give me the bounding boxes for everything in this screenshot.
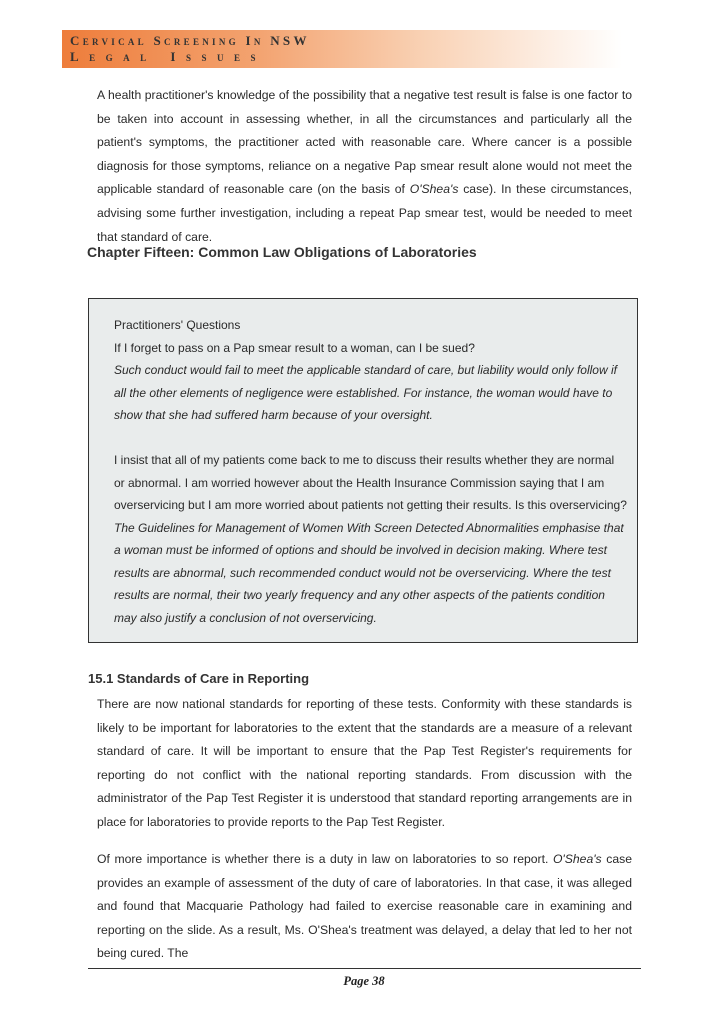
page-number: Page 38 <box>343 974 385 988</box>
question-2-line: or abnormal. I am worried however about the Health Insurance Commission saying that I am <box>114 475 605 490</box>
intro-paragraph <box>97 84 632 249</box>
answer-2-line: results are normal, their two yearly frequency and any other aspects of the patients condition <box>114 588 605 602</box>
spacer-line <box>114 427 619 450</box>
answer-2-line: The Guidelines for Management of Women With Screen Detected Abnormalities emphasise that <box>114 520 624 535</box>
section-p2-text-1: Of more importance is whether there is a duty in law on laboratories to so report. <box>97 852 553 866</box>
intro-text-1: A health practitioner's knowledge of the possibility that a negative test result is false is one factor to be taken into account in assessing whether, in all the circumstances and particularly all the patient's symptoms, the practitioner acted with reasonable care. Where cancer is a possible diagnosis for those symptoms, reliance on a negative Pap smear result alone would not meet the applicable standard of reasonable care (on the basis of <box>97 88 632 197</box>
practitioners-questions-content <box>114 314 627 629</box>
header-subtitle: Legal Issues <box>70 49 267 64</box>
question-2-line: I insist that all of my patients come back to me to discuss their results whether they are normal <box>114 453 615 467</box>
box-title: Practitioners' Questions <box>114 318 241 332</box>
intro-case-name: O'Shea's <box>409 182 459 197</box>
answer-1-line: all the other elements of negligence were established. For instance, the woman would have to <box>114 385 613 400</box>
section-p2-text-2: case provides an example of assessment of the duty of care of laboratories. In that case, it was alleged and found that Macquarie Pathology had failed to exercise reasonable care in examining and reporting on the slide. As a result, Ms. O'Shea's treatment was delayed, a delay that led to her not being cured. The <box>97 852 632 961</box>
answer-2-line: may also justify a conclusion of not overservicing. <box>114 610 377 625</box>
answer-1-line: show that she had suffered harm because of your oversight. <box>114 408 433 422</box>
header-title: Cervical Screening In NSW <box>70 33 310 48</box>
answer-1-line: Such conduct would fail to meet the applicable standard of care, but liability would only follow if <box>114 363 617 377</box>
section-p2-case-name: O'Shea's <box>552 852 602 866</box>
question-1-line: If I forget to pass on a Pap smear result to a woman, can I be sued? <box>114 340 475 355</box>
question-2-line: overservicing but I am more worried about patients not getting their results. Is this overservicing? <box>114 498 627 512</box>
footer-rule <box>88 968 641 969</box>
section-paragraph-2 <box>97 848 632 966</box>
answer-2-line: results are abnormal, such recommended conduct would not be overservicing. Where the test <box>114 565 611 580</box>
section-heading: 15.1 Standards of Care in Reporting <box>88 671 310 686</box>
answer-2-line: a woman must be informed of options and should be involved in decision making. Where test <box>114 543 607 557</box>
intro-text-2: case). In these circumstances, advising some further investigation, including a repeat Pap smear test, would be needed to meet that standard of care. <box>97 182 632 244</box>
section-paragraph-1: There are now national standards for reporting of these tests. Conformity with these standards is likely to be important for laboratories to the extent that the standards are a measure of a relevant standard of care. It will be important to ensure that the Pap Test Register's requirements for reporting do not conflict with the national reporting standards. From discussion with the administrator of the Pap Test Register it is understood that standard reporting arrangements are in place for laboratories to provide reports to the Pap Test Register. <box>97 697 632 829</box>
chapter-heading: Chapter Fifteen: Common Law Obligations of Laboratories <box>87 244 477 260</box>
